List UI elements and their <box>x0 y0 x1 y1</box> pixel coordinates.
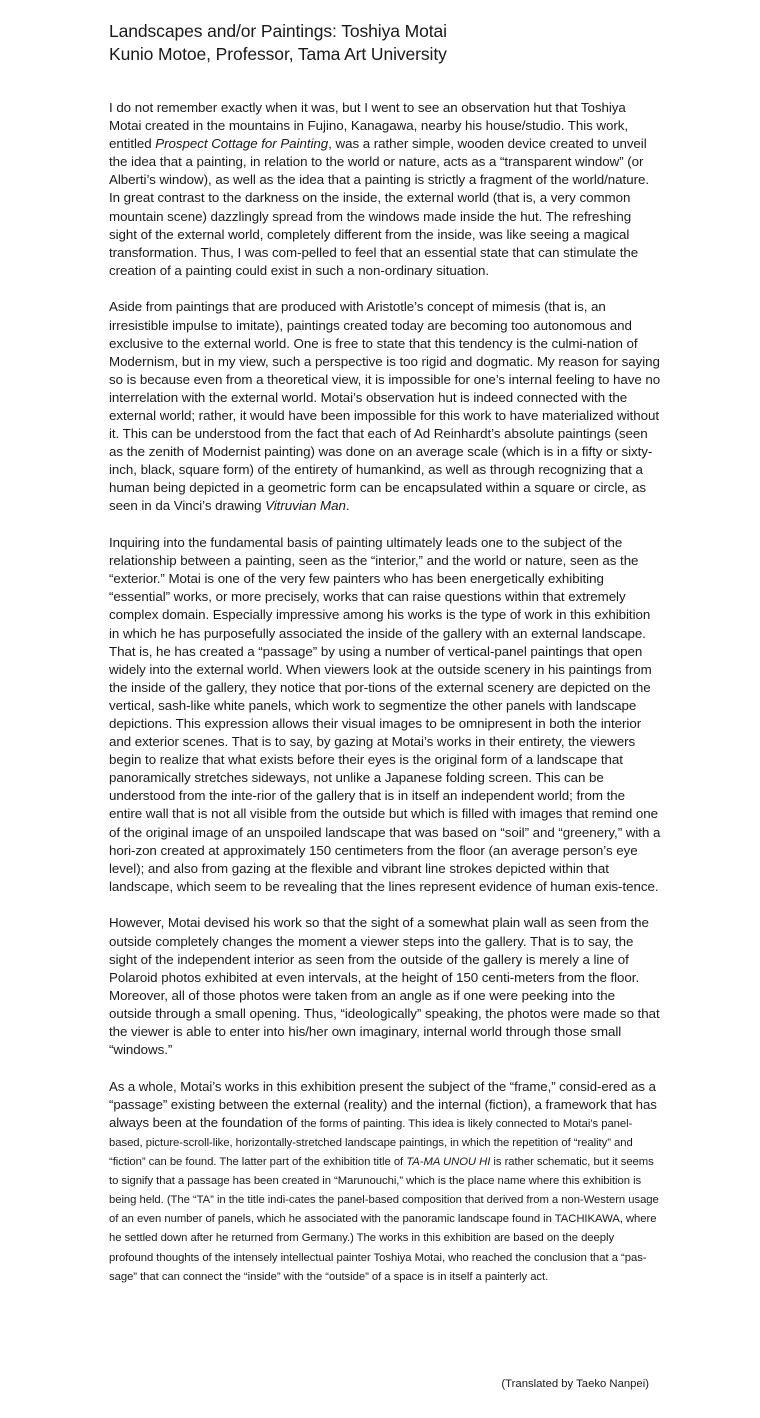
article <box>109 20 661 1286</box>
article-title: Landscapes and/or Paintings: Toshiya Motai <box>109 21 447 41</box>
paragraph-1-text-b: , was a rather simple, wooden device created to unveil the idea that a painting, in relation to the world or nature, acts as a “transparent window” (or Alberti’s window), as well as the idea that a painting is strictly a fragment of the world/nature. In great contrast to the darkness on the inside, the external world (that is, a very common mountain scene) dazzlingly spread from the windows made inside the hut. The refreshing sight of the external world, completely different from the inside, was like seeing a magical transformation. Thus, I was com-pelled to feel that an essential state that can stimulate the creation of a painting could exist in such a non-ordinary situation. <box>109 136 649 278</box>
paragraph-4: However, Motai devised his work so that the sight of a somewhat plain wall as seen from the outside completely changes the moment a viewer steps into the gallery. That is to say, the sight of the independent interior as seen from the outside of the gallery is merely a line of Polaroid photos exhibited at even intervals, at the height of 150 centi-meters from the floor. Moreover, all of those photos were taken from an angle as if one were peeking into the outside through a small opening. Thus, “ideologically” speaking, the photos were made so that the viewer is able to enter into his/her own imaginary, internal world through those small “windows.” <box>109 915 660 1058</box>
paragraph-2-text-b: . <box>345 498 350 514</box>
paragraph-1 <box>109 99 661 280</box>
article-byline: Kunio Motoe, Professor, Tama Art University <box>109 44 447 64</box>
paragraph-5-text-small-a: the forms of painting. This idea is likely connected to Motai’s panel-based, picture-scroll-like, horizontally-stretched landscape paintings, in which the repetition of “reality” and “fiction” can be found. The latter part of the exhibition title of <box>109 1117 633 1169</box>
paragraph-2-text-a: Aside from paintings that are produced with Aristotle’s concept of mimesis (that is, an irresistible impulse to imitate), paintings created today are becoming too autonomous and exclusive to the external world. One is free to state that this tendency is the culmi-nation of Modernism, but in my view, such a perspective is too rigid and dogmatic. My reason for saying so is because even from a theoretical view, it is impossible for one’s internal feeling to have no interrelation with the external world. Motai’s observation hut is indeed connected with the external world; rather, it would have been impossible for this work to have materialized without it. This can be understood from the fact that each of Ad Reinhardt’s absolute paintings (seen as the zenith of Modernist painting) was done on an average scale (which is in a fifty or sixty-inch, black, square form) of the entirety of humankind, as well as through recognizing that a human being depicted in a geometric form can be encapsulated within a square or circle, as seen in da Vinci’s drawing <box>109 299 661 514</box>
paragraph-1-text-a: I do not remember exactly when it was, but I went to see an observation hut that Toshiya Motai created in the mountains in Fujino, Kanagawa, nearby his house/studio. This work, entitled <box>109 100 629 152</box>
translator-credit: (Translated by Taeko Nanpei) <box>501 1378 649 1390</box>
work-title-vitruvian-man: Vitruvian Man <box>265 498 346 514</box>
paragraph-5 <box>109 1078 661 1286</box>
paragraph-5-text-small-b: is rather schematic, but it seems to signify that a passage has been created in “Marunouchi,” which is the place name where this exhibition is being held. (The “TA” in the title indi-cates the panel-based composition that derived from a non-Western usage of an even number of panels, which he associated with the panoramic landscape found in TACHIKAWA, where he settled down after he returned from Germany.) The works in this exhibition are based on the deeply profound thoughts of the intensely intellectual painter Toshiya Motai, who reached the conclusion that a “pas-sage” that can connect the “inside” with the “outside” of a space is in itself a painterly act. <box>109 1156 659 1283</box>
exhibition-title: TA-MA UNOU HI <box>406 1156 491 1169</box>
paragraph-2 <box>109 298 661 515</box>
paragraph-3: Inquiring into the fundamental basis of painting ultimately leads one to the subject of the relationship between a painting, seen as the “interior,” and the world or nature, seen as the “exterior.” Motai is one of the very few painters who has been energetically exhibiting “essential” works, or more precisely, works that can raise questions within that extremely complex domain. Especially impressive among his works is the type of work in this exhibition in which he has purposefully associated the inside of the gallery with an external landscape. That is, he has created a “passage” by using a number of vertical-panel paintings that open widely into the external world. When viewers look at the outside scenery in his paintings from the inside of the gallery, they notice that por-tions of the external scenery are depicted on the vertical, sash-like white panels, which work to segmentize the other panels with landscape depictions. This expression allows their visual images to be omnipresent in both the interior and exterior scenes. That is to say, by gazing at Motai’s works in their entirety, the viewers begin to realize that what exists before their eyes is the original form of a landscape that panoramically stretches sideways, not unlike a Japanese folding screen. This can be understood from the inte-rior of the gallery that is in itself an independent world; from the entire wall that is not all visible from the outside but which is filled with images that remind one of the original image of an unspoiled landscape that was based on “soil” and “greenery,” with a hori-zon created at approximately 150 centimeters from the floor (an average person’s eye level); and also from gazing at the flexible and vibrant line strokes depicted within that landscape, which seem to be revealing that the lines represent evidence of human exis-tence. <box>109 535 661 894</box>
work-title-prospect-cottage: Prospect Cottage for Painting <box>155 136 329 152</box>
paragraph-5-text-a: As a whole, Motai’s works in this exhibition present the subject of the “frame,” consid-ered as a “passage” existing between the external (reality) and the internal (fiction), a framework that has always been at the foundation of <box>109 1078 657 1130</box>
